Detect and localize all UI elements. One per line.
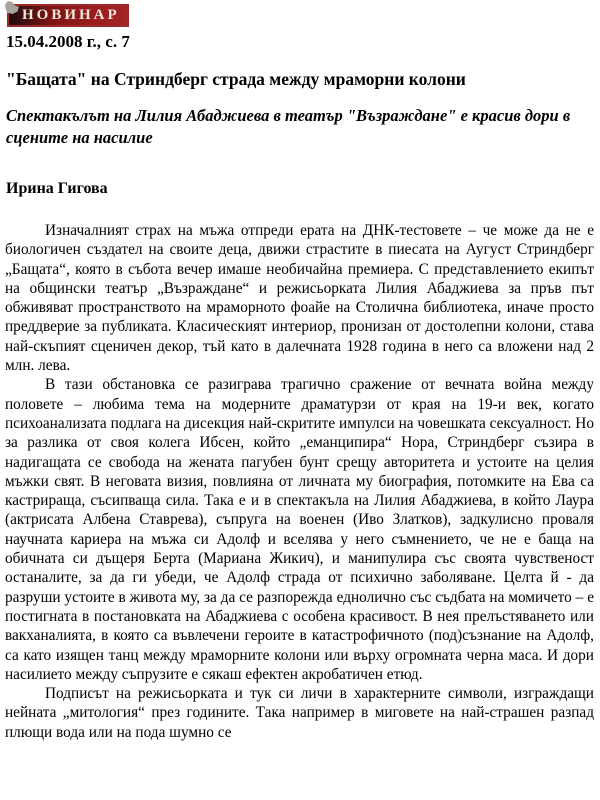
subtitle: Спектакълът на Лилия Абаджиева в театър "Възраждане" е красив дори в сцените на насилие bbox=[6, 106, 571, 147]
article-body bbox=[5, 221, 594, 742]
crest-icon bbox=[5, 1, 19, 14]
paragraph-1: Изначалният страх на мъжа отпреди ерата на ДНК-тестовете – че може да не е биологичен създател на своите деца, движи страстите в пиесата на Аугуст Стриндберг „Бащата“, която в събота вечер имаше необичайна премиера. С представлението екипът на общински театър „Възраждане“ и режисьорката Лилия Абаджиева за пръв път обживяват пространството на мраморното фоайе на Столична библиотека, иначе просто преддверие за публиката. Класическият интериор, пронизан от достолепни колони, става най-скъпият сценичен декор, тъй като в далечната 1928 година в него са вложени над 2 млн. лева. bbox=[5, 222, 594, 375]
paragraph-2: В тази обстановка се разиграва трагично сражение от вечната война между половете – любима тема на модерните драматурзи от края на 19-и век, когато психоанализата подлага на дисекция най-скритите импулси на човешката сексуалност. Но за разлика от своя колега Ибсен, който „еманципира“ Нора, Стриндберг съзира в надигащата се свобода на жената пагубен бунт срещу авторитета и устоите на целия мъжки свят. В неговата визия, повлияна от личната му биография, потомките на Ева са кастрираща, съсипваща сила. Така е и в спектакъла на Лилия Абаджиева, в който Лаура (актрисата Албена Ставрева), съпруга на военен (Иво Златков), задкулисно проваля научната кариера на мъжа си Адолф и вселява у него съмнението, че не е баща на обичната си дъщеря Берта (Мариана Жикич), и манипулира със своята чувственост останалите, за да ги убеди, че Адолф страда от психично заболяване. Целта й - да разруши устоите в живота му, за да се разпорежда еднолично със съдбата на момичето – е постигната в постановката на Абаджиева с особена красивост. В нея прелъстяването или вакханалията, в която са въвлечени героите в катастрофичното (под)съзнание на Адолф, са като изящен танц между мраморните колони или върху огромната черна маса. И дори насилието между съпрузите е сякаш ефектен акробатичен етюд. bbox=[5, 376, 594, 683]
masthead bbox=[5, 3, 594, 52]
novinar-logo bbox=[7, 4, 129, 27]
author-byline: Ирина Гигова bbox=[6, 180, 108, 197]
date-line: 15.04.2008 г., с. 7 bbox=[6, 32, 130, 51]
headline: "Бащата" на Стриндберг страда между мраморни колони bbox=[6, 69, 466, 89]
paragraph-3: Подписът на режисьорката и тук си личи в характерните символи, изграждащи нейната „митология“ през годините. Така например в миговете на най-страшен разпад плющи вода или на пода шумно се bbox=[5, 685, 594, 741]
logo-text: НОВИНАР bbox=[22, 7, 120, 23]
